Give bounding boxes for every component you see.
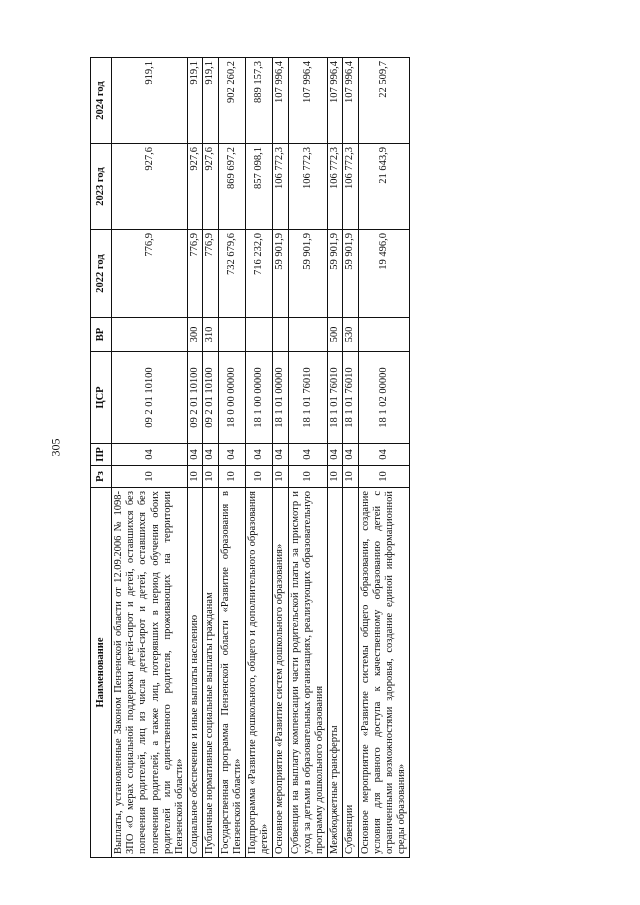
row-2022: 59 901,9 [288, 230, 328, 318]
row-pr: 04 [112, 444, 188, 466]
row-name: Субвенции [343, 488, 358, 858]
row-vr: 530 [343, 318, 358, 352]
row-pr: 04 [343, 444, 358, 466]
row-2024: 22 509,7 [358, 58, 410, 144]
row-2024: 107 996,4 [328, 58, 343, 144]
row-2023: 21 643,9 [358, 144, 410, 230]
row-csr: 18 1 02 00000 [358, 352, 410, 444]
budget-table-container [90, 58, 482, 858]
table-row [288, 58, 328, 858]
row-csr: 09 2 01 10100 [112, 352, 188, 444]
row-name: Выплаты, установленные Законом Пензенской области от 12.09.2006 № 1098-ЗПО «О мерах социальной поддержки детей-сирот и детей, оставшихся без попечения родителей, лиц из числа детей-сирот и детей, оставшихся без попечения родителей, а также лиц, потерявших в период обучения обоих родителей или единственного родителя, проживающих на территории Пензенской области» [112, 488, 188, 858]
row-vr [112, 318, 188, 352]
table-row [203, 58, 218, 858]
row-2024: 107 996,4 [288, 58, 328, 144]
row-2024: 919,1 [112, 58, 188, 144]
table-row [328, 58, 343, 858]
row-rz: 10 [358, 466, 410, 488]
column-header-2023: 2023 год [91, 144, 112, 230]
row-rz: 10 [218, 466, 245, 488]
row-vr: 500 [328, 318, 343, 352]
row-csr: 18 1 01 76010 [343, 352, 358, 444]
row-2022: 776,9 [112, 230, 188, 318]
row-csr: 18 1 01 76010 [288, 352, 328, 444]
row-csr: 18 0 00 00000 [218, 352, 245, 444]
column-header-vr: ВР [91, 318, 112, 352]
row-pr: 04 [358, 444, 410, 466]
row-2023: 106 772,3 [328, 144, 343, 230]
row-pr: 04 [203, 444, 218, 466]
row-csr: 09 2 01 10100 [203, 352, 218, 444]
row-2022: 732 679,6 [218, 230, 245, 318]
column-header-pr: ПР [91, 444, 112, 466]
row-name: Основное мероприятие «Развитие системы общего образования, создание условия для равного доступа к качественному образованию детей с ограниченными возможностями здоровья, создание единой информационной среды образования» [358, 488, 410, 858]
column-header-csr: ЦСР [91, 352, 112, 444]
row-name: Социальное обеспечение и иные выплаты населению [188, 488, 203, 858]
row-2023: 106 772,3 [273, 144, 288, 230]
row-2023: 857 098,1 [246, 144, 273, 230]
table-header-row [91, 58, 112, 858]
row-2022: 716 232,0 [246, 230, 273, 318]
row-name: Основное мероприятие «Развитие систем дошкольного образования» [273, 488, 288, 858]
table-row [218, 58, 245, 858]
row-2023: 106 772,3 [288, 144, 328, 230]
row-2022: 776,9 [203, 230, 218, 318]
row-vr: 310 [203, 318, 218, 352]
row-rz: 10 [288, 466, 328, 488]
row-csr: 18 1 00 00000 [246, 352, 273, 444]
row-2022: 19 496,0 [358, 230, 410, 318]
row-pr: 04 [288, 444, 328, 466]
row-name: Субвенции на выплату компенсации части родительской платы за присмотр и уход за детьми в образовательных организациях, реализующих образовательную программу дошкольного образования [288, 488, 328, 858]
row-rz: 10 [112, 466, 188, 488]
row-name: Межбюджетные трансферты [328, 488, 343, 858]
row-csr: 09 2 01 10100 [188, 352, 203, 444]
row-vr [358, 318, 410, 352]
table-row [343, 58, 358, 858]
row-2023: 106 772,3 [343, 144, 358, 230]
row-2023: 927,6 [188, 144, 203, 230]
column-header-rz: Рз [91, 466, 112, 488]
table-row [246, 58, 273, 858]
row-vr [218, 318, 245, 352]
row-rz: 10 [328, 466, 343, 488]
row-vr: 300 [188, 318, 203, 352]
column-header-name: Наименование [91, 488, 112, 858]
column-header-2024: 2024 год [91, 58, 112, 144]
row-vr [273, 318, 288, 352]
row-pr: 04 [218, 444, 245, 466]
row-2024: 107 996,4 [343, 58, 358, 144]
row-name: Публичные нормативные социальные выплаты гражданам [203, 488, 218, 858]
row-2022: 59 901,9 [273, 230, 288, 318]
row-2022: 59 901,9 [328, 230, 343, 318]
row-rz: 10 [188, 466, 203, 488]
page-number: 305 [48, 438, 63, 457]
row-2024: 889 157,3 [246, 58, 273, 144]
table-row [112, 58, 188, 858]
table-row [188, 58, 203, 858]
column-header-2022: 2022 год [91, 230, 112, 318]
row-pr: 04 [246, 444, 273, 466]
row-pr: 04 [188, 444, 203, 466]
table-row [273, 58, 288, 858]
row-rz: 10 [273, 466, 288, 488]
row-2023: 869 697,2 [218, 144, 245, 230]
row-2023: 927,6 [112, 144, 188, 230]
row-rz: 10 [343, 466, 358, 488]
budget-table [90, 57, 410, 858]
row-2022: 776,9 [188, 230, 203, 318]
row-2024: 919,1 [203, 58, 218, 144]
row-name: Подпрограмма «Развитие дошкольного, общего и дополнительного образования детей» [246, 488, 273, 858]
row-csr: 18 1 01 00000 [273, 352, 288, 444]
row-2023: 927,6 [203, 144, 218, 230]
row-rz: 10 [203, 466, 218, 488]
row-2024: 919,1 [188, 58, 203, 144]
row-vr [288, 318, 328, 352]
row-csr: 18 1 01 76010 [328, 352, 343, 444]
row-pr: 04 [273, 444, 288, 466]
row-2024: 107 996,4 [273, 58, 288, 144]
row-name: Государственная программа Пензенской области «Развитие образования в Пензенской области» [218, 488, 245, 858]
row-2022: 59 901,9 [343, 230, 358, 318]
row-pr: 04 [328, 444, 343, 466]
table-row [358, 58, 410, 858]
row-vr [246, 318, 273, 352]
row-rz: 10 [246, 466, 273, 488]
row-2024: 902 260,2 [218, 58, 245, 144]
